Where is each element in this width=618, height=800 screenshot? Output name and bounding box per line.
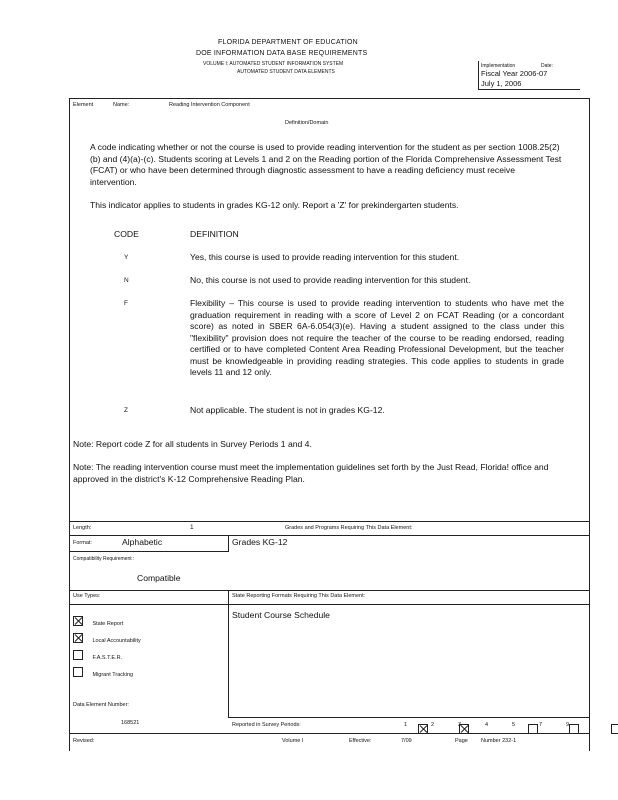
volume-label: Volume I bbox=[282, 738, 304, 744]
grades-value: Grades KG-12 bbox=[232, 537, 288, 547]
footer-rule-5 bbox=[69, 733, 590, 734]
fiscal-year: Fiscal Year 2006-07 bbox=[481, 69, 548, 78]
reported-periods-label: Reported in Survey Periods: bbox=[232, 722, 301, 728]
code-n: N bbox=[124, 277, 129, 284]
definition-header: DEFINITION bbox=[190, 229, 239, 239]
period-9: 9 bbox=[566, 722, 570, 728]
frame-right bbox=[589, 98, 590, 751]
use-type-label: Local Accountability bbox=[92, 638, 141, 644]
format-bottom-rule bbox=[69, 551, 229, 552]
element-name: Reading Intervention Component bbox=[169, 102, 250, 108]
checkbox-empty-icon[interactable] bbox=[73, 650, 83, 660]
checkbox-empty-icon[interactable] bbox=[73, 667, 83, 677]
definition-heading: Definition/Domain bbox=[285, 120, 329, 126]
header-line-4: AUTOMATED STUDENT DATA ELEMENTS bbox=[237, 69, 335, 75]
use-type-label: Migrant Tracking bbox=[92, 672, 134, 678]
code-f: F bbox=[124, 300, 128, 307]
definition-f: Flexibility – This course is used to provide reading intervention to students who have met the graduation requirement in reading with a score of Level 2 on FCAT Reading (or a concordant score) as noted in SBER 6A-6.054(3)(e). Having a student assigned to the class under this "flexibility" provision does not require the teacher of the course to be reading endorsed, reading certified or to have completed Content Area Reading Professional Development, but the teacher must be knowledgeable in providing reading strategies. This code applies to students in grade levels 11 and 12 only. bbox=[190, 298, 564, 377]
definition-n: No, this course is not used to provide reading intervention for this student. bbox=[190, 275, 471, 285]
applies-paragraph: This indicator applies to students in grades KG-12 only. Report a 'Z' for prekindergarten students. bbox=[90, 200, 459, 210]
use-type-label: F.A.S.T.E.R. bbox=[92, 655, 123, 661]
implementation-date: July 1, 2006 bbox=[481, 79, 522, 88]
frame-top bbox=[69, 98, 590, 99]
code-header: CODE bbox=[114, 229, 139, 239]
period-7-checkbox[interactable] bbox=[611, 724, 618, 734]
footer-rule-3 bbox=[69, 590, 590, 591]
footer-rule-2 bbox=[69, 535, 590, 536]
grades-programs-label: Grades and Programs Requiring This Data Element: bbox=[285, 525, 413, 531]
note-1: Note: Report code Z for all students in Survey Periods 1 and 4. bbox=[73, 439, 312, 449]
use-type-local-accountability bbox=[73, 629, 141, 647]
period-3: 3 bbox=[458, 722, 462, 728]
compat-label: Compatibility Requirement : bbox=[73, 556, 135, 562]
period-5: 5 bbox=[512, 722, 516, 728]
impl-bottom-rule bbox=[478, 89, 580, 90]
impl-date-label: Date: bbox=[541, 63, 553, 69]
effective-label: Effective: bbox=[349, 738, 372, 744]
code-y: Y bbox=[124, 254, 129, 261]
checkbox-checked-icon[interactable] bbox=[73, 633, 83, 643]
name-label: Name: bbox=[113, 102, 130, 108]
data-element-number-label: Data Element Number: bbox=[73, 702, 129, 708]
code-z: Z bbox=[124, 407, 128, 414]
use-type-migrant-tracking bbox=[73, 663, 133, 681]
element-label: Element bbox=[73, 102, 94, 108]
period-1: 1 bbox=[404, 722, 408, 728]
period-2: 2 bbox=[431, 722, 435, 728]
use-type-label: State Report bbox=[92, 621, 124, 627]
checkbox-checked-icon[interactable] bbox=[73, 616, 83, 626]
frame-left bbox=[69, 98, 70, 751]
use-type-state-report bbox=[73, 612, 123, 630]
format-value: Alphabetic bbox=[122, 537, 163, 547]
note-2: Note: The reading intervention course must meet the implementation guidelines set forth by the Just Read, Florida! office and approved in the district's K-12 Comprehensive Reading Plan. bbox=[73, 462, 549, 484]
period-7: 7 bbox=[539, 722, 543, 728]
format-divider bbox=[228, 535, 229, 551]
effective-value: 7/09 bbox=[401, 738, 412, 744]
revised-label: Revised: bbox=[73, 738, 95, 744]
use-types-divider bbox=[228, 590, 229, 717]
intro-paragraph: A code indicating whether or not the course is used to provide reading intervention for the student as per section 1008.25(2)(b) and (4)(a)-(c). Students scoring at Levels 1 and 2 on the Reading portion of the Florida Comprehensive Assessment Test (FCAT) or who have been determined through diagnostic assessment to have a reading deficiency must receive intervention. bbox=[90, 142, 562, 187]
definition-y: Yes, this course is used to provide reading intervention for this student. bbox=[190, 252, 460, 262]
page-label: Page bbox=[455, 738, 468, 744]
impl-left-rule bbox=[478, 61, 479, 90]
header-line-1: FLORIDA DEPARTMENT OF EDUCATION bbox=[218, 39, 358, 46]
state-formats-value: Student Course Schedule bbox=[232, 610, 330, 620]
length-value: 1 bbox=[190, 524, 194, 531]
impl-label: Implementation bbox=[481, 63, 516, 69]
length-label: Length: bbox=[73, 525, 92, 531]
period-4: 4 bbox=[485, 722, 489, 728]
footer-top-rule bbox=[69, 521, 590, 522]
compat-value: Compatible bbox=[137, 573, 181, 583]
header-line-3: VOLUME I: AUTOMATED STUDENT INFORMATION SYSTEM bbox=[203, 61, 344, 67]
use-types-label: Use Types: bbox=[73, 593, 101, 599]
definition-z: Not applicable. The student is not in grades KG-12. bbox=[190, 405, 385, 415]
reported-top-rule bbox=[228, 717, 590, 718]
header-line-2: DOE INFORMATION DATA BASE REQUIREMENTS bbox=[196, 50, 368, 57]
data-element-number: 168521 bbox=[121, 720, 140, 726]
use-type-faster bbox=[73, 646, 122, 664]
state-formats-label: State Reporting Formats Requiring This Data Element: bbox=[232, 593, 366, 599]
page-number: Number 232-1 bbox=[481, 738, 517, 744]
footer-rule-4 bbox=[69, 604, 590, 605]
format-label: Format: bbox=[73, 540, 92, 546]
